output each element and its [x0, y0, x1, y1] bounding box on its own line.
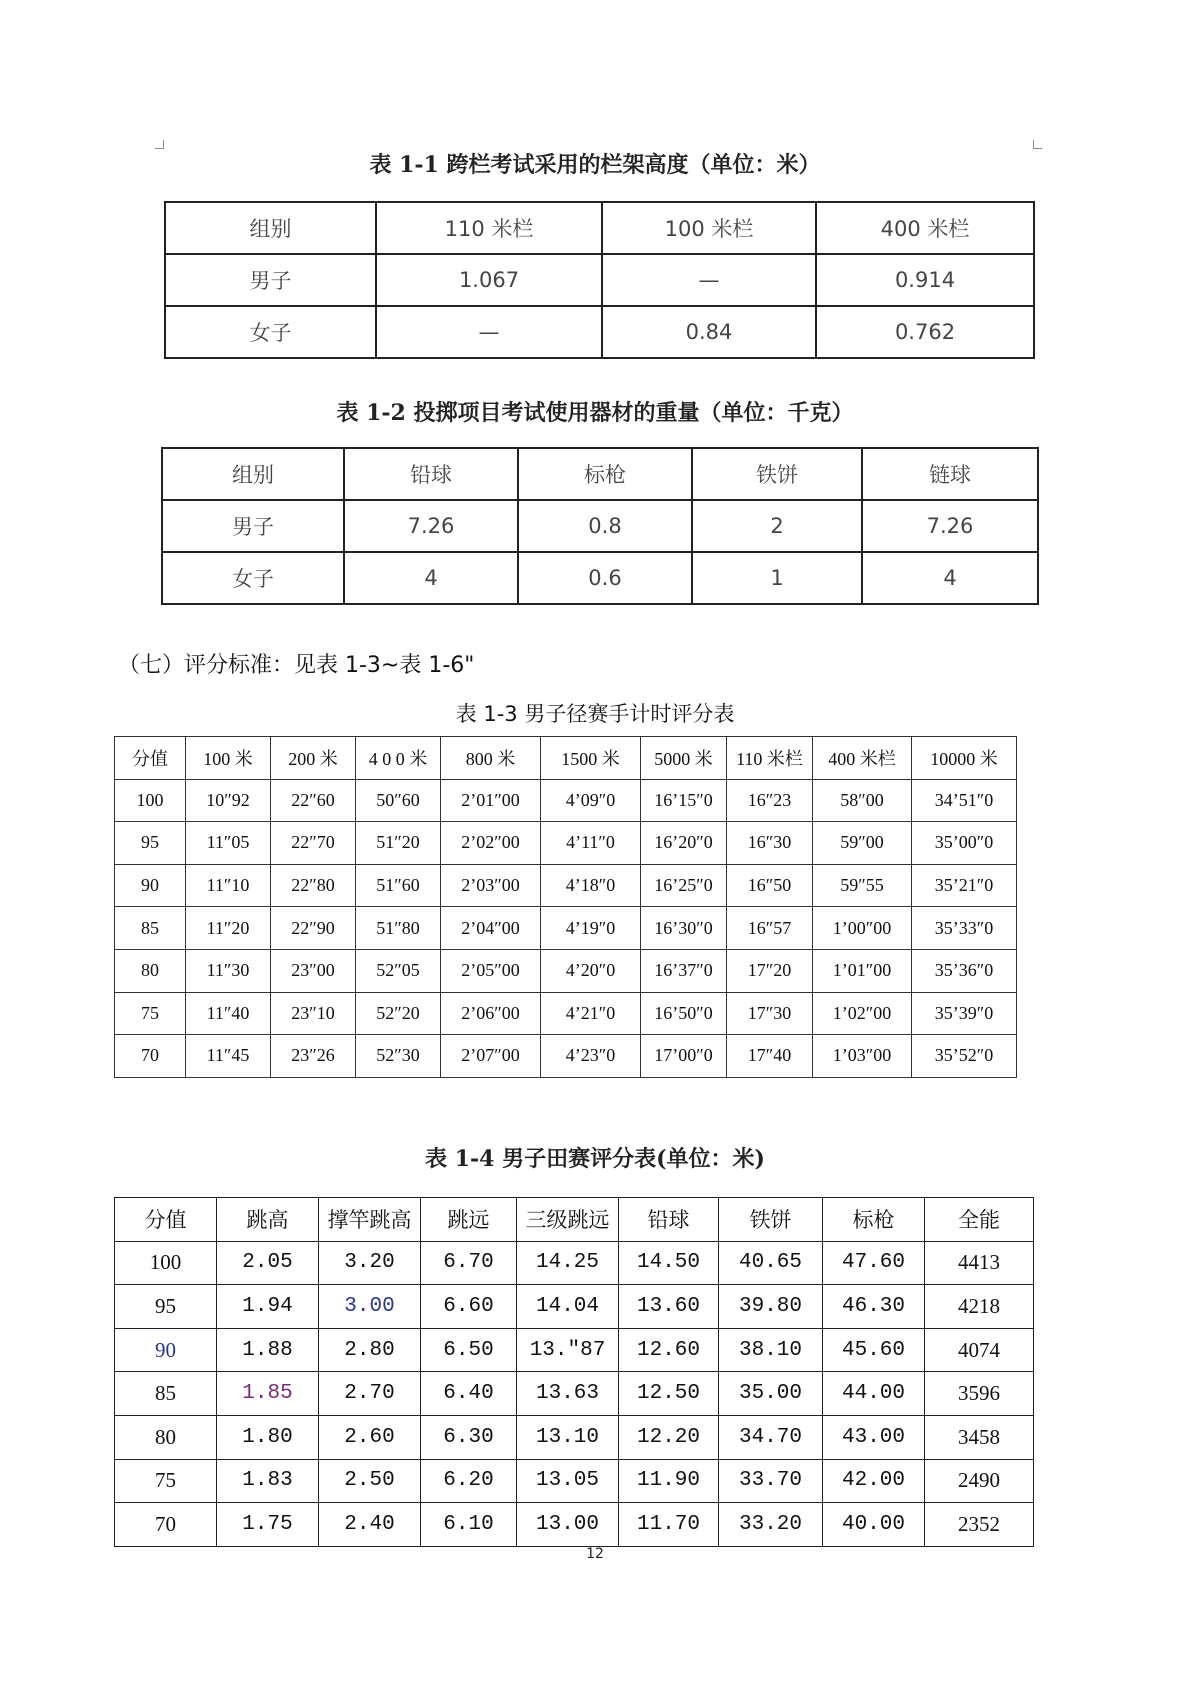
table-cell: 12.50 [619, 1372, 719, 1416]
header-cell: 400 米栏 [816, 202, 1034, 254]
table-cell: 女子 [162, 552, 344, 604]
table-row [115, 907, 1017, 950]
table-cell: 1’00″00 [813, 907, 912, 950]
table-cell: — [376, 306, 602, 358]
table-cell: 4’20″0 [541, 949, 641, 992]
table-cell: 45.60 [823, 1328, 925, 1372]
table-cell: 59″55 [813, 864, 912, 907]
table-cell: 13.″87 [517, 1328, 619, 1372]
header-cell: 标枪 [518, 448, 692, 500]
header-cell: 110 米栏 [727, 737, 813, 780]
table-cell: 70 [115, 1503, 217, 1547]
table-cell: 13.63 [517, 1372, 619, 1416]
table-header-row [162, 448, 1038, 500]
table-cell: 100 [115, 1241, 217, 1285]
table-cell: 13.10 [517, 1415, 619, 1459]
table-cell: 2.60 [319, 1415, 421, 1459]
header-cell: 分值 [115, 1198, 217, 1242]
header-cell: 5000 米 [641, 737, 727, 780]
table-cell: 16’30″0 [641, 907, 727, 950]
table-cell: 0.762 [816, 306, 1034, 358]
table-row [115, 992, 1017, 1035]
table-cell: 100 [115, 779, 186, 822]
table-cell: 17″30 [727, 992, 813, 1035]
table-cell: 34.70 [719, 1415, 823, 1459]
table-cell: 2 [692, 500, 862, 552]
table-cell: 1.88 [217, 1328, 319, 1372]
table-cell: 17″40 [727, 1035, 813, 1078]
table-cell: 10″92 [186, 779, 271, 822]
table-header-row [115, 1198, 1034, 1242]
table-cell: 6.50 [421, 1328, 517, 1372]
table-cell: 35’52″0 [912, 1035, 1017, 1078]
header-cell: 铁饼 [719, 1198, 823, 1242]
table-cell: 85 [115, 907, 186, 950]
header-cell: 三级跳远 [517, 1198, 619, 1242]
table-cell: 13.00 [517, 1503, 619, 1547]
page-number: 12 [586, 1546, 604, 1562]
table-cell: 16’37″0 [641, 949, 727, 992]
table-cell: 35’36″0 [912, 949, 1017, 992]
table-cell: 1’03″00 [813, 1035, 912, 1078]
table-cell: 4’21″0 [541, 992, 641, 1035]
table-cell: 1’02″00 [813, 992, 912, 1035]
table-cell: 34’51″0 [912, 779, 1017, 822]
table-2-throwing-weights [161, 447, 1039, 605]
table-cell: 14.25 [517, 1241, 619, 1285]
table-cell: 16″30 [727, 822, 813, 865]
table-cell: 14.04 [517, 1285, 619, 1329]
table-cell: 0.6 [518, 552, 692, 604]
table-cell: 4’19″0 [541, 907, 641, 950]
table-row [162, 500, 1038, 552]
header-cell: 链球 [862, 448, 1038, 500]
table-cell: 52″30 [356, 1035, 441, 1078]
table-cell: 90 [115, 864, 186, 907]
table-cell: 6.30 [421, 1415, 517, 1459]
table-cell: 17’00″0 [641, 1035, 727, 1078]
table-cell: 22″90 [271, 907, 356, 950]
header-cell: 铁饼 [692, 448, 862, 500]
table-cell: 51″60 [356, 864, 441, 907]
table-cell: 16’20″0 [641, 822, 727, 865]
table-cell: 1.75 [217, 1503, 319, 1547]
table-cell: 16’50″0 [641, 992, 727, 1035]
table-cell: 4’11″0 [541, 822, 641, 865]
table-cell: 0.8 [518, 500, 692, 552]
table-cell: 51″20 [356, 822, 441, 865]
table-row [165, 254, 1034, 306]
table-row [115, 1372, 1034, 1416]
table-cell: 2.40 [319, 1503, 421, 1547]
table-cell: 4413 [925, 1241, 1034, 1285]
table-cell: 13.05 [517, 1459, 619, 1503]
table-cell: 2.70 [319, 1372, 421, 1416]
table-cell: 1.80 [217, 1415, 319, 1459]
table-cell: 16’25″0 [641, 864, 727, 907]
table-cell: 4 [344, 552, 518, 604]
table-row [115, 1241, 1034, 1285]
table-cell: 95 [115, 1285, 217, 1329]
table-cell: 11″40 [186, 992, 271, 1035]
table-cell: 16″57 [727, 907, 813, 950]
table-cell: 2.50 [319, 1459, 421, 1503]
table-cell: 35’21″0 [912, 864, 1017, 907]
header-cell: 标枪 [823, 1198, 925, 1242]
table-cell: 2’06″00 [441, 992, 541, 1035]
header-cell: 4 0 0 米 [356, 737, 441, 780]
table-cell: 2352 [925, 1503, 1034, 1547]
table-cell: 6.60 [421, 1285, 517, 1329]
table-cell: 12.20 [619, 1415, 719, 1459]
table-cell: 80 [115, 1415, 217, 1459]
table-cell: 7.26 [862, 500, 1038, 552]
table-cell: 50″60 [356, 779, 441, 822]
table-cell: 2’05″00 [441, 949, 541, 992]
table-cell: 1’01″00 [813, 949, 912, 992]
table-cell: 52″20 [356, 992, 441, 1035]
table-cell: 40.65 [719, 1241, 823, 1285]
table-cell: 男子 [165, 254, 376, 306]
section-heading: （七）评分标准：见表 1-3~表 1-6" [118, 653, 475, 678]
table-cell: 4’18″0 [541, 864, 641, 907]
table-cell: 4’23″0 [541, 1035, 641, 1078]
table-cell: 4’09″0 [541, 779, 641, 822]
table-cell: 70 [115, 1035, 186, 1078]
table-cell: 35’39″0 [912, 992, 1017, 1035]
table-cell: 35’33″0 [912, 907, 1017, 950]
table-cell: 1.067 [376, 254, 602, 306]
table-cell: 17″20 [727, 949, 813, 992]
table-cell: 95 [115, 822, 186, 865]
table-row [165, 306, 1034, 358]
table-cell: 59″00 [813, 822, 912, 865]
table-cell: 3596 [925, 1372, 1034, 1416]
table-cell: 22″70 [271, 822, 356, 865]
table-cell: 13.60 [619, 1285, 719, 1329]
table-cell: 4074 [925, 1328, 1034, 1372]
header-cell: 200 米 [271, 737, 356, 780]
table-cell: 11″45 [186, 1035, 271, 1078]
table-cell: 85 [115, 1372, 217, 1416]
header-cell: 铅球 [619, 1198, 719, 1242]
table-row [162, 552, 1038, 604]
table-cell: 0.914 [816, 254, 1034, 306]
table-cell: 23″26 [271, 1035, 356, 1078]
table-cell: 43.00 [823, 1415, 925, 1459]
table-cell: 3.20 [319, 1241, 421, 1285]
header-cell: 跳远 [421, 1198, 517, 1242]
table-cell: 46.30 [823, 1285, 925, 1329]
table-cell: 42.00 [823, 1459, 925, 1503]
header-cell: 110 米栏 [376, 202, 602, 254]
table-cell: 16″23 [727, 779, 813, 822]
table-row [115, 864, 1017, 907]
table-cell: 47.60 [823, 1241, 925, 1285]
table-cell: 2.05 [217, 1241, 319, 1285]
table-cell: 80 [115, 949, 186, 992]
table-2-caption: 表 1-2 投掷项目考试使用器材的重量（单位：千克） [336, 400, 854, 426]
table-cell: 11.70 [619, 1503, 719, 1547]
table-row [115, 779, 1017, 822]
table-cell: 2’02″00 [441, 822, 541, 865]
table-cell: 33.70 [719, 1459, 823, 1503]
table-cell: 1 [692, 552, 862, 604]
table-cell: 44.00 [823, 1372, 925, 1416]
table-cell: 4 [862, 552, 1038, 604]
table-row [115, 822, 1017, 865]
header-cell: 撑竿跳高 [319, 1198, 421, 1242]
table-cell: 23″00 [271, 949, 356, 992]
table-cell: 35.00 [719, 1372, 823, 1416]
table-cell: 2.80 [319, 1328, 421, 1372]
table-3-caption: 表 1-3 男子径赛手计时评分表 [455, 702, 735, 726]
table-cell: 2’04″00 [441, 907, 541, 950]
table-row [115, 1328, 1034, 1372]
header-cell: 100 米 [186, 737, 271, 780]
table-cell: 1.94 [217, 1285, 319, 1329]
table-row [115, 1459, 1034, 1503]
table-row [115, 1415, 1034, 1459]
header-cell: 组别 [162, 448, 344, 500]
table-cell: 11″10 [186, 864, 271, 907]
table-cell: 35’00″0 [912, 822, 1017, 865]
table-cell: 52″05 [356, 949, 441, 992]
table-cell: 40.00 [823, 1503, 925, 1547]
table-cell: 7.26 [344, 500, 518, 552]
table-4-caption: 表 1-4 男子田赛评分表(单位：米) [425, 1146, 765, 1172]
table-header-row [165, 202, 1034, 254]
table-cell: 1.85 [217, 1372, 319, 1416]
table-cell: 男子 [162, 500, 344, 552]
table-row [115, 949, 1017, 992]
table-cell: 14.50 [619, 1241, 719, 1285]
table-cell: — [602, 254, 816, 306]
table-4-field-scoring [114, 1197, 1034, 1547]
table-cell: 4218 [925, 1285, 1034, 1329]
table-cell: 16″50 [727, 864, 813, 907]
table-cell: 16’15″0 [641, 779, 727, 822]
table-row [115, 1503, 1034, 1547]
table-cell: 11″30 [186, 949, 271, 992]
table-cell: 23″10 [271, 992, 356, 1035]
table-cell: 2490 [925, 1459, 1034, 1503]
table-cell: 1.83 [217, 1459, 319, 1503]
table-row [115, 1285, 1034, 1329]
header-cell: 1500 米 [541, 737, 641, 780]
table-cell: 2’03″00 [441, 864, 541, 907]
table-cell: 6.70 [421, 1241, 517, 1285]
table-1-hurdle-heights [164, 201, 1035, 359]
header-cell: 铅球 [344, 448, 518, 500]
table-cell: 6.20 [421, 1459, 517, 1503]
table-cell: 11″20 [186, 907, 271, 950]
table-cell: 39.80 [719, 1285, 823, 1329]
table-cell: 3.00 [319, 1285, 421, 1329]
header-cell: 800 米 [441, 737, 541, 780]
header-cell: 全能 [925, 1198, 1034, 1242]
table-3-track-scoring [114, 736, 1017, 1078]
table-cell: 2’01″00 [441, 779, 541, 822]
table-cell: 75 [115, 992, 186, 1035]
table-1-caption: 表 1-1 跨栏考试采用的栏架高度（单位：米） [369, 152, 821, 178]
table-cell: 51″80 [356, 907, 441, 950]
table-header-row [115, 737, 1017, 780]
header-cell: 跳高 [217, 1198, 319, 1242]
table-cell: 90 [115, 1328, 217, 1372]
header-cell: 10000 米 [912, 737, 1017, 780]
header-cell: 100 米栏 [602, 202, 816, 254]
table-cell: 22″80 [271, 864, 356, 907]
table-cell: 33.20 [719, 1503, 823, 1547]
table-cell: 0.84 [602, 306, 816, 358]
header-cell: 400 米栏 [813, 737, 912, 780]
table-row [115, 1035, 1017, 1078]
table-cell: 38.10 [719, 1328, 823, 1372]
table-cell: 6.40 [421, 1372, 517, 1416]
table-cell: 6.10 [421, 1503, 517, 1547]
table-cell: 58″00 [813, 779, 912, 822]
table-cell: 11.90 [619, 1459, 719, 1503]
table-cell: 22″60 [271, 779, 356, 822]
table-cell: 12.60 [619, 1328, 719, 1372]
table-cell: 2’07″00 [441, 1035, 541, 1078]
table-cell: 11″05 [186, 822, 271, 865]
table-cell: 女子 [165, 306, 376, 358]
header-cell: 组别 [165, 202, 376, 254]
table-cell: 3458 [925, 1415, 1034, 1459]
header-cell: 分值 [115, 737, 186, 780]
table-cell: 75 [115, 1459, 217, 1503]
